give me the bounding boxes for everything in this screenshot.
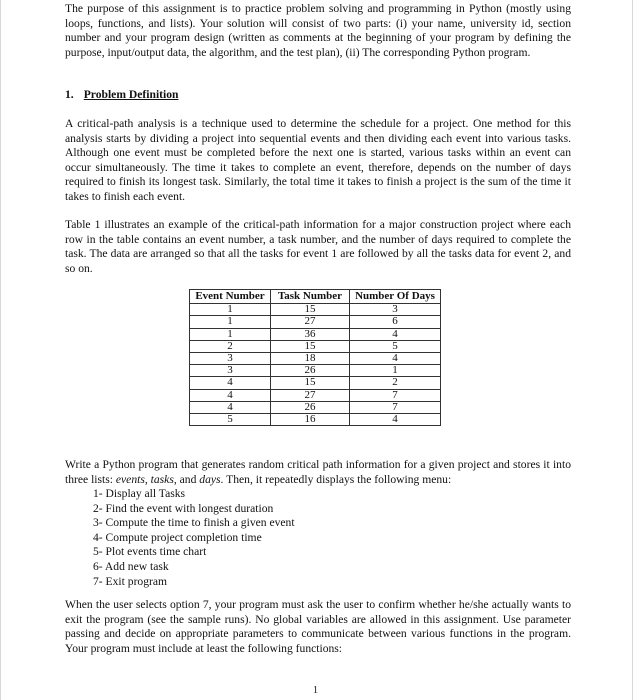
menu-option: 3- Compute the time to finish a given event [93, 516, 295, 530]
header-number-of-days: Number Of Days [350, 290, 441, 304]
cell-days: 4 [350, 353, 441, 365]
menu-option: 4- Compute project completion time [93, 530, 262, 544]
cell-event: 4 [190, 377, 271, 389]
text-run: , [144, 472, 151, 486]
term-days: days [199, 472, 221, 486]
cell-task: 15 [271, 377, 350, 389]
intro-paragraph: The purpose of this assignment is to practice problem solving and programming in Python (mostly using loops, functions, and lists). Your solution will consist of two parts: (i) your name, university id, section number and your program design (written as comments at the beginning of your program by defining the purpose, input/output data, the algorithm, and the test plan), (ii) The corresponding Python program. [65, 2, 571, 59]
cell-task: 18 [271, 353, 350, 365]
menu-option: 5- Plot events time chart [93, 545, 207, 559]
header-event-number: Event Number [190, 290, 271, 304]
section-number: 1. [65, 88, 74, 101]
term-events: events [115, 472, 145, 486]
table-row [190, 365, 441, 377]
problem-paragraph: A critical-path analysis is a technique used to determine the schedule for a project. One method for this analysis starts by dividing a project into sequential events and then dividing each event into various tasks. Although one event must be completed before the next one is started, various tasks within an event can occur simultaneously. The time it takes to complete an event, therefore, depends on the number of days required to finish its longest task. Similarly, the total time it takes to finish a project is the sum of the time it takes to finish each event. [65, 117, 571, 203]
table-row [190, 353, 441, 365]
cell-task: 15 [271, 304, 350, 316]
menu-option: 1- Display all Tasks [93, 487, 186, 500]
table-row [190, 389, 441, 401]
page-number: 1 [313, 685, 318, 696]
table-header-row [190, 290, 441, 304]
cell-task: 27 [271, 316, 350, 328]
section-heading [65, 88, 179, 103]
cell-days: 7 [350, 389, 441, 401]
menu-option: 6- Add new task [93, 559, 169, 573]
cell-days: 2 [350, 377, 441, 389]
table-row [190, 316, 441, 328]
cell-event: 4 [190, 389, 271, 401]
cell-days: 7 [350, 401, 441, 413]
text-run: , and [173, 472, 200, 486]
cell-days: 4 [350, 328, 441, 340]
cell-event: 1 [190, 304, 271, 316]
cell-task: 27 [271, 389, 350, 401]
menu-option: 7- Exit program [93, 574, 168, 588]
cell-task: 26 [271, 365, 350, 377]
program-description-paragraph [65, 458, 571, 487]
cell-task: 15 [271, 340, 350, 352]
cell-event: 2 [190, 340, 271, 352]
term-tasks: tasks [150, 472, 174, 486]
cell-event: 4 [190, 401, 271, 413]
cell-task: 36 [271, 328, 350, 340]
menu-options-list [93, 487, 295, 589]
exit-rules-paragraph: When the user selects option 7, your program must ask the user to confirm whether he/she actually wants to exit the program (see the sample runs). No global variables are allowed in this assignment. Use parameter passing and decide on appropriate parameters to communicate between various functions in the program. Your program must include at least the following functions: [65, 598, 571, 655]
cell-event: 3 [190, 353, 271, 365]
text-run: . Then, it repeatedly displays the following menu: [220, 472, 452, 486]
menu-option: 2- Find the event with longest duration [93, 501, 274, 515]
section-title: Problem Definition [83, 88, 179, 101]
cell-task: 16 [271, 414, 350, 426]
table-row [190, 377, 441, 389]
cell-days: 5 [350, 340, 441, 352]
table-row [190, 401, 441, 413]
cell-task: 26 [271, 401, 350, 413]
cell-event: 1 [190, 316, 271, 328]
critical-path-table [189, 289, 441, 426]
cell-event: 5 [190, 414, 271, 426]
cell-event: 1 [190, 328, 271, 340]
header-task-number: Task Number [271, 290, 350, 304]
cell-days: 1 [350, 365, 441, 377]
table-row [190, 304, 441, 316]
cell-days: 4 [350, 414, 441, 426]
cell-days: 6 [350, 316, 441, 328]
cell-days: 3 [350, 304, 441, 316]
table-row [190, 340, 441, 352]
table-intro-paragraph: Table 1 illustrates an example of the critical-path information for a major construction project where each row in the table contains an event number, a task number, and the number of days required to complete the task. The data are arranged so that all the tasks for event 1 are followed by all the tasks data for event 2, and so on. [65, 218, 571, 275]
table-row [190, 414, 441, 426]
cell-event: 3 [190, 365, 271, 377]
table-row [190, 328, 441, 340]
text-run: Write a Python program that generates random critical path information for a given project and stores it into three lists: [65, 458, 571, 486]
